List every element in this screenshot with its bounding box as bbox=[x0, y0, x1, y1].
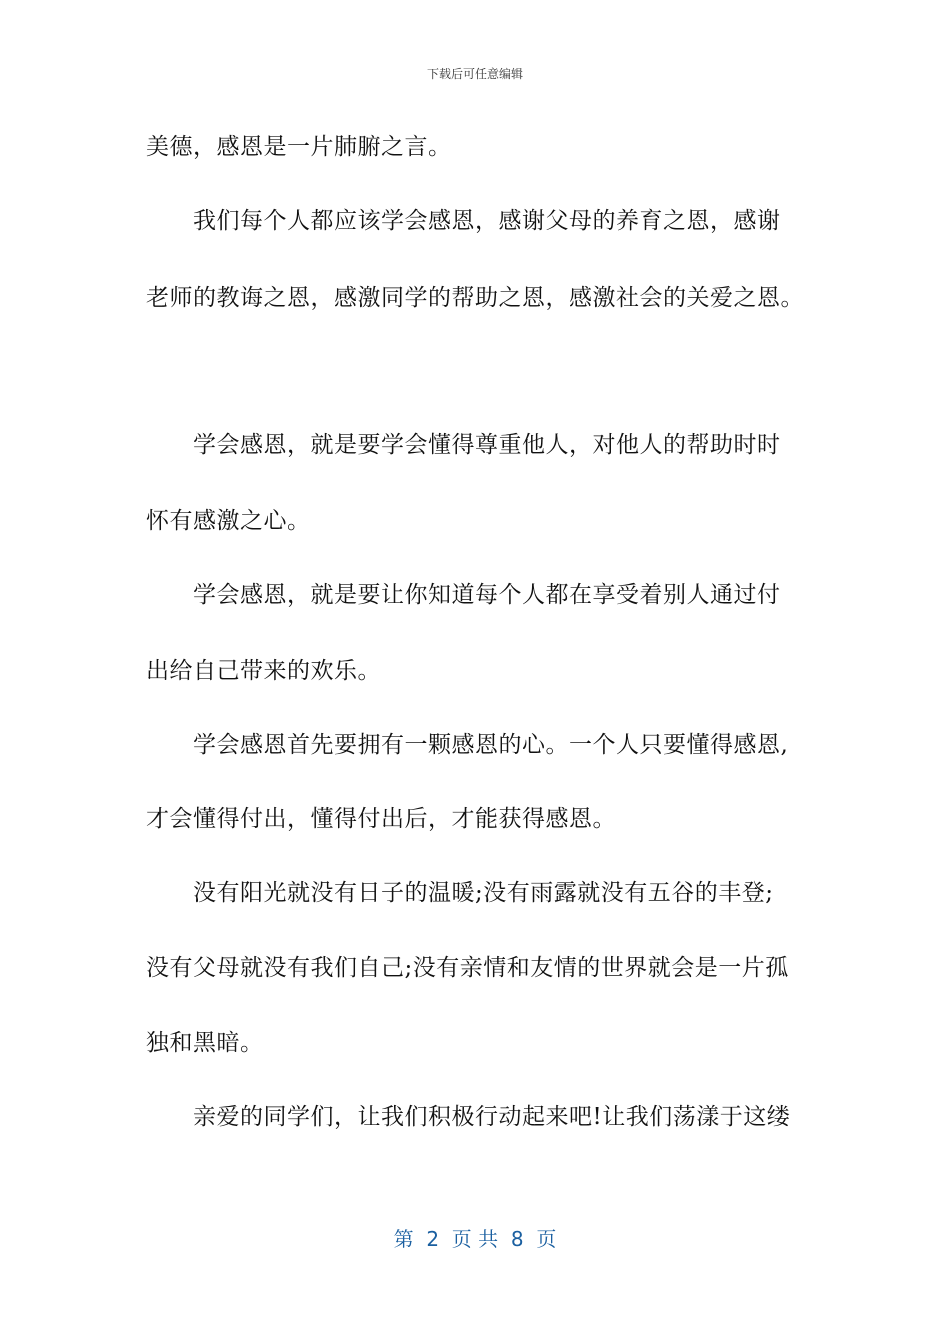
paragraph-line: 学会感恩，就是要学会懂得尊重他人，对他人的帮助时时 bbox=[193, 432, 781, 458]
paragraph-line: 学会感恩，就是要让你知道每个人都在享受着别人通过付 bbox=[193, 582, 781, 608]
page-number-footer: 第 2 页 共 8 页 bbox=[393, 1227, 557, 1251]
paragraph-line: 美德，感恩是一片肺腑之言。 bbox=[146, 134, 452, 160]
paragraph-line: 没有阳光就没有日子的温暖;没有雨露就没有五谷的丰登; bbox=[193, 880, 774, 906]
paragraph-line: 老师的教诲之恩，感激同学的帮助之恩，感激社会的关爱之恩。 bbox=[146, 285, 804, 311]
paragraph-line: 独和黑暗。 bbox=[146, 1030, 264, 1056]
paragraph-line: 亲爱的同学们，让我们积极行动起来吧!让我们荡漾于这缕 bbox=[193, 1104, 791, 1130]
page-header: 下载后可任意编辑 bbox=[426, 67, 523, 81]
paragraph-line: 没有父母就没有我们自己;没有亲情和友情的世界就会是一片孤 bbox=[146, 955, 789, 981]
paragraph-line: 出给自己带来的欢乐。 bbox=[146, 658, 381, 684]
paragraph-line: 学会感恩首先要拥有一颗感恩的心。一个人只要懂得感恩, bbox=[193, 732, 789, 758]
paragraph-line: 我们每个人都应该学会感恩，感谢父母的养育之恩，感谢 bbox=[193, 208, 781, 234]
paragraph-line: 才会懂得付出，懂得付出后，才能获得感恩。 bbox=[146, 806, 616, 832]
paragraph-line: 怀有感激之心。 bbox=[146, 508, 311, 534]
